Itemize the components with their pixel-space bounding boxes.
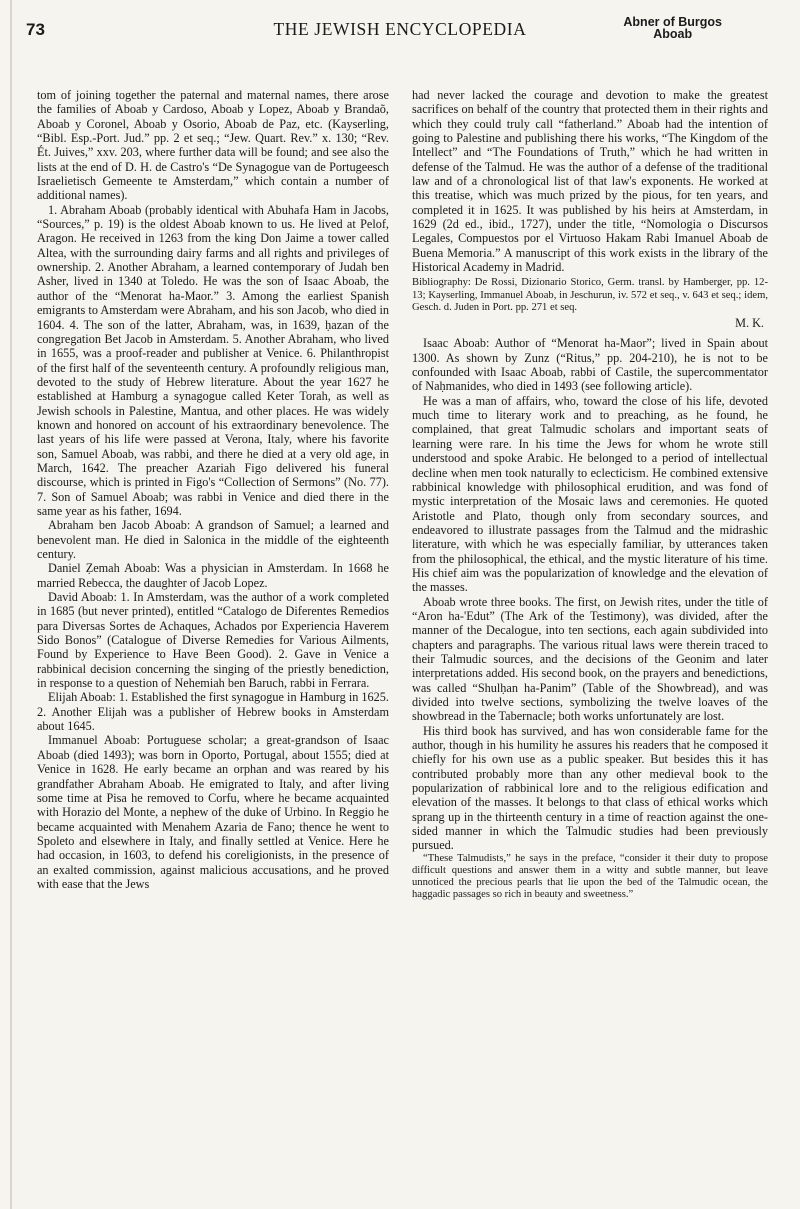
- preface-quotation: “These Talmudists,” he says in the preface, “consider it their duty to propose difficult questions and answer them in a witty and subtle manner, but leave unnoticed the precious pearls that lie upon the bed of the Talmudic ocean, the haggadic passages so rich in beauty and sweetness.”: [412, 852, 768, 901]
- author-signature: M. K.: [735, 316, 764, 331]
- left-column: [37, 88, 389, 891]
- entry-abraham-aboab: 1. Abraham Aboab (probably identical with Abuhafa Ham in Jacobs, “Sources,” p. 19) is the oldest Aboab known to us. He lived at Pelof, Aragon. He received in 1263 from the king Don Jaime a tower called Altea, with the surrounding dairy farms and all rights and privileges of ownership. 2. Another Abraham, a learned contemporary of Judah ben Asher, lived in 1340 at Toledo. He was the son of Isaac Aboab, the author of the “Menorat ha-Maor.” 3. Among the earliest Spanish emigrants to Amsterdam were Abraham, and his son Jacob, who died in 1604. 4. The son of the latter, Abraham, was, in 1639, ḥazan of the congregation Bet Jacob in Amsterdam. 5. Another Abraham, who lived in 1655, was a proof-reader and publisher at Venice. 6. Philanthropist of the first half of the seventeenth century. A profoundly religious man, devoted to the study of Hebrew literature. About the year 1627 he established at Hamburg a synagogue called Keter Torah, as well as Jewish schools in Palestine, Mantua, and other places. He was widely known and honored on account of his extraordinary benevolence. The last years of his life were passed at Verona, Italy, where his favorite son, Samuel Aboab, was rabbi, and there he died at a very old age, in March, 1642. The preacher Azariah Figo delivered his funeral discourse, which is printed in Figo's “Collection of Sermons” (No. 77). 7. Son of Samuel Aboab; was rabbi in Venice and died there in the same year as his father, 1694.: [37, 202, 389, 518]
- isaac-aboab-life: He was a man of affairs, who, toward the close of his life, devoted much time to literary work and to preaching, as he found, he complained, that great Talmudic scholars and important seats of learning were rare. In his time the Jews for whom he wrote still understood and spoke Arabic. He belonged to a period of intellectual decline when men took naturally to eclecticism. He combined extensive rabbinical knowledge with philosophical erudition, and was fond of mystic interpretation of the Mosaic laws and ceremonies. He quoted Aristotle and Plato, though only from secondary sources, and endeavored to illustrate passages from the Talmud and the midrashic literature, with which he was especially familiar, by utterances taken from the philosophical, the ethical, and the mystic literature of his time. His chief aim was the popularization of knowledge and the elevation of the masses.: [412, 393, 768, 595]
- running-header: [0, 10, 800, 50]
- entry-david-aboab: David Aboab: 1. In Amsterdam, was the author of a work completed in 1685 (but never printed), entitled “Catalogo de Diferentes Remedios para Diversas Sortes de Achaques, Achados por Experiencia Haverem Sido Bonos” (Catalogue of Diverse Remedies for Various Ailments, Found by Experience to Have Been Good). 2. Gave in Venice a rabbinical decision concerning the singing of the priestly benediction, in response to a question of Nehemiah ben Baruch, rabbi in Ferrara.: [37, 590, 389, 691]
- page-number: 73: [26, 20, 45, 39]
- aboab-family-names: tom of joining together the paternal and maternal names, there arose the families of Aboab y Cardoso, Aboab y Lopez, Aboab y Brandaõ, Aboab y Coronel, Aboab y Osorio, Aboab de Paz, etc. (Kayserling, “Bibl. Esp.-Port. Jud.” pp. 2 et seq.; “Jew. Quart. Rev.” x. 130; “Rev. Ét. Juives,” xxv. 203, where further data will be found; and see also the lists at the end of D. H. de Castro's “De Synagogue van de Portugeesch Israelietisch Gemeente te Amsterdam,” which contain a number of additional names).: [37, 88, 389, 203]
- bibliography-immanuel-aboab: Bibliography: De Rossi, Dizionario Storico, Germ. transl. by Hamberger, pp. 12-13; Kayserling, Immanuel Aboab, in Jeschurun, iv. 572 et seq., v. 643 et seq.; idem, Gesch. d. Juden in Port. pp. 271 et seq.: [412, 277, 768, 313]
- isaac-aboab-third-book: His third book has survived, and has won considerable fame for the author, though in his humility he assures his readers that he composed it chiefly for his own use as a public speaker. But besides this it has contributed probably more than any other medieval book to the popularization of rabbinical lore and to the religious edification and elevation of the masses. It belongs to that class of ethical works which sprang up in the thirteenth century in a time of reaction against the one-sided manner in which the Talmudic studies had been previously pursued.: [412, 723, 768, 853]
- entry-elijah-aboab: Elijah Aboab: 1. Established the first synagogue in Hamburg in 1625. 2. Another Elijah was a publisher of Hebrew books in Amsterdam about 1645.: [37, 690, 389, 734]
- entry-immanuel-aboab: Immanuel Aboab: Portuguese scholar; a great-grandson of Isaac Aboab (died 1493); was born in Oporto, Portugal, about 1555; died at Venice in 1628. He early became an orphan and was reared by his grandfather Abraham Aboab. He emigrated to Italy, and after living some time at Pisa he removed to Corfu, where he became acquainted with Horazio del Monte, a nephew of the duke of Urbino. In Reggio he became acquainted with Menahem Azaria de Fano; thence he went to Spoleto and elsewhere in Italy, and finally settled at Venice. Here he had occasion, in 1603, to defend his coreligionists, in the presence of an exalted commission, against malicious accusations, and he proved with ease that the Jews: [37, 733, 389, 891]
- immanuel-aboab-continued: had never lacked the courage and devotion to make the greatest sacrifices on behalf of the country that protected them in their rights and which they could truly call “fatherland.” Aboab had the intention of going to Palestine and publishing there his works, “The Kingdom of the Intellect” and “The Foundations of Truth,” which he had written in defense of the Talmud. He was the author of a defense of the traditional law and of a chronological list of that law's exponents. He worked at this treatise, which was much prized by the pious, for ten years, and completed it in 1625. It was published by his heirs at Amsterdam, in 1629 (2d ed., ibid., 1727), under the title, “Nomologia o Discursos Legales, Compuestos por el Virtuoso Hakam Rabi Imanuel Aboab de Buena Memoria.” A manuscript of this work exists in the library of the Historical Academy in Madrid.: [412, 88, 768, 275]
- guide-word-last: Aboab: [653, 27, 693, 41]
- right-column: [412, 88, 768, 902]
- running-title: THE JEWISH ENCYCLOPEDIA: [273, 19, 527, 39]
- entry-daniel-zemah-aboab: Daniel Ẓemah Aboab: Was a physician in Amsterdam. In 1668 he married Rebecca, the daughter of Jacob Lopez.: [37, 561, 389, 590]
- entry-isaac-aboab: Isaac Aboab: Author of “Menorat ha-Maor”; lived in Spain about 1300. As shown by Zunz (“Ritus,” pp. 204-210), he is not to be confounded with Isaac Aboab, rabbi of Castile, the supercommentator of Naḥmanides, who died in 1493 (see following article).: [412, 336, 768, 394]
- page-gutter-line: [10, 0, 12, 1209]
- guide-word-first: Abner of Burgos: [623, 15, 722, 29]
- entry-abraham-ben-jacob-aboab: Abraham ben Jacob Aboab: A grandson of Samuel; a learned and benevolent man. He died in Salonica in the middle of the eighteenth century.: [37, 518, 389, 561]
- guide-words: [623, 16, 722, 40]
- isaac-aboab-books: Aboab wrote three books. The first, on Jewish rites, under the title of “Aron ha-'Edut” (The Ark of the Testimony), was divided, after the manner of the Decalogue, into ten sections, each again subdivided into chapters and paragraphs. The various ritual laws were therein traced to their Talmudic sources, and the decisions of the Geonim and later interpretations added. His second book, on the prayers and benedictions, was called “Shulḥan ha-Panim” (Table of the Showbread), and was divided into twelve sections, symbolizing the twelve loaves of the showbread in the Tabernacle; both works unfortunately are lost.: [412, 594, 768, 724]
